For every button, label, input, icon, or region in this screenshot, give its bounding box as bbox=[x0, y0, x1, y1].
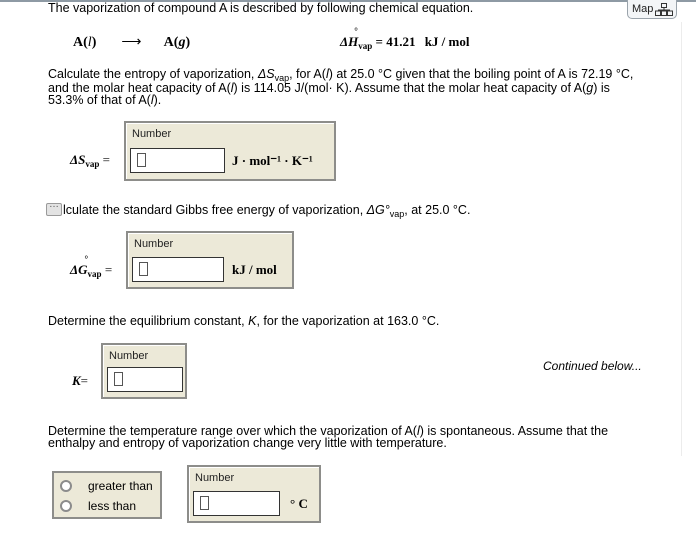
enthalpy-equation bbox=[340, 26, 470, 51]
q4-text-line1: Determine the temperature range over which the vaporization of A(l) is spontaneous. Assume that the bbox=[48, 424, 609, 438]
reactant-state: l bbox=[87, 35, 92, 50]
dh-sub: vap bbox=[358, 41, 373, 51]
entropy-unit: J · mol⁻¹ · K⁻¹ bbox=[232, 153, 313, 168]
option-label: greater than bbox=[88, 479, 153, 493]
number-label: Number bbox=[132, 128, 172, 140]
sitemap-icon bbox=[655, 3, 673, 16]
q1-text-line3: 53.3% of that of A(l). bbox=[48, 93, 162, 107]
q4-text-line2: enthalpy and entropy of vaporization change very little with temperature. bbox=[48, 436, 447, 450]
q1-text-line1: Calculate the entropy of vaporization, $\Delta S_{vap}$, for A(l) at 25.0 °C given that the boiling point of A is 72.19 °C, bbox=[48, 67, 634, 83]
product: A bbox=[163, 35, 174, 50]
temperature-unit: ° C bbox=[290, 496, 308, 511]
q1-answer-label: $\Delta S_{vap}$ = bbox=[70, 152, 110, 169]
q3-answer-label: K= bbox=[72, 373, 89, 388]
continued-below: Continued below... bbox=[543, 359, 642, 373]
q2-answer-label: ΔG ° $_{vap}$ = bbox=[70, 254, 113, 279]
gibbs-unit: kJ / mol bbox=[232, 262, 277, 277]
number-label: Number bbox=[195, 472, 235, 484]
product-state: g bbox=[178, 35, 186, 50]
text-caret bbox=[139, 262, 148, 276]
text-caret bbox=[137, 153, 146, 167]
intro-text: The vaporization of compound A is described by following chemical equation. bbox=[48, 1, 474, 15]
number-label: Number bbox=[134, 238, 174, 250]
dh-symbol: ΔH bbox=[340, 34, 359, 49]
text-caret bbox=[200, 496, 209, 510]
reactant: A bbox=[73, 35, 84, 50]
q1-number-box bbox=[124, 121, 336, 181]
reaction-equation: A(l) ⟶ A(g) bbox=[73, 35, 191, 50]
q3-text: Determine the equilibrium constant, K, for the vaporization at 163.0 °C. bbox=[48, 314, 440, 328]
map-button-label: Map bbox=[632, 3, 654, 15]
option-less-than[interactable] bbox=[60, 498, 136, 514]
radio-less-than[interactable] bbox=[60, 500, 72, 512]
option-label: less than bbox=[88, 499, 137, 513]
entropy-input[interactable] bbox=[130, 148, 225, 173]
option-greater-than[interactable] bbox=[60, 478, 153, 494]
q1-text-line2: and the molar heat capacity of A(l) is 114.05 J/(mol· K). Assume that the molar heat capacity of A(g) is bbox=[48, 81, 610, 95]
map-button[interactable] bbox=[627, 0, 677, 19]
k-input[interactable] bbox=[107, 367, 183, 392]
q3-number-box bbox=[101, 343, 187, 399]
q2-number-box bbox=[126, 231, 294, 289]
comment-icon[interactable] bbox=[46, 203, 62, 216]
q4-number-box bbox=[187, 465, 321, 523]
temperature-direction-options bbox=[52, 471, 162, 519]
gibbs-input[interactable] bbox=[132, 257, 224, 282]
q2-text: lculate the standard Gibbs free energy of vaporization, $\Delta G^\circ_{vap}$, at 25.0 °C. bbox=[63, 203, 471, 219]
temperature-input[interactable] bbox=[193, 491, 280, 516]
number-label: Number bbox=[109, 350, 149, 362]
text-caret bbox=[114, 372, 123, 386]
dh-sup: ° bbox=[354, 26, 358, 36]
scroll-divider bbox=[681, 22, 682, 456]
dh-value: = 41.21 bbox=[375, 34, 416, 49]
reaction-arrow: ⟶ bbox=[121, 35, 142, 50]
radio-greater-than[interactable] bbox=[60, 480, 72, 492]
dh-unit: kJ / mol bbox=[424, 34, 470, 49]
